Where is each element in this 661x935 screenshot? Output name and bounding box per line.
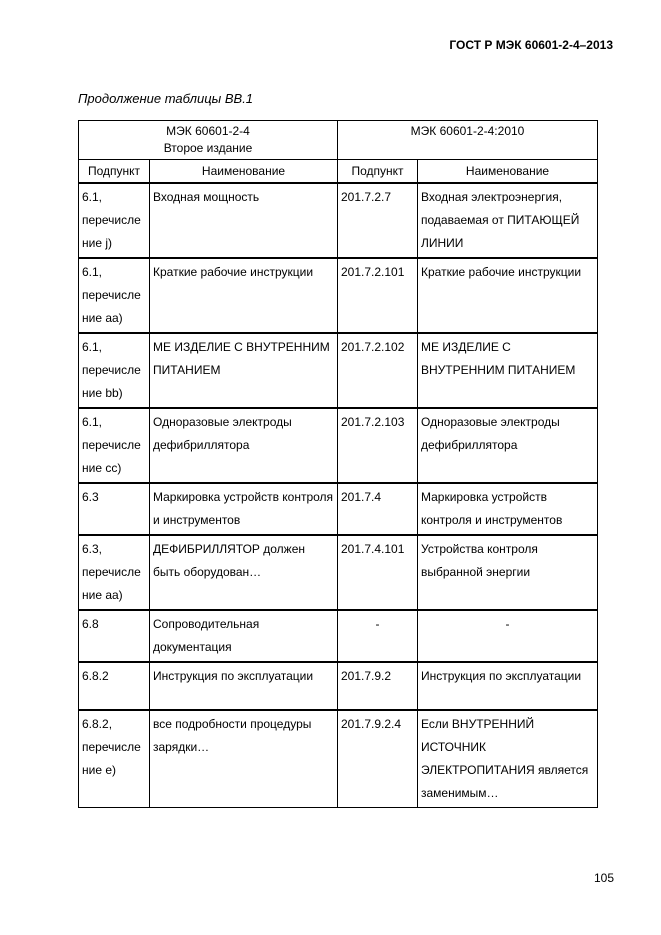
table-cell: 6.1, перечисле ние j) xyxy=(79,183,150,258)
table-cell: 201.7.9.2 xyxy=(338,662,418,710)
table-row xyxy=(79,333,598,408)
table-cell: 201.7.2.7 xyxy=(338,183,418,258)
table-row xyxy=(79,610,598,662)
table-cell: 201.7.9.2.4 xyxy=(338,710,418,808)
table-row xyxy=(79,258,598,333)
correspondence-table xyxy=(78,120,598,808)
table-cell: 6.1, перечисле ние aa) xyxy=(79,258,150,333)
table-cell: 6.8.2 xyxy=(79,662,150,710)
table-row xyxy=(79,662,598,710)
table-cell: Маркировка устройств контроля и инструментов xyxy=(418,483,598,535)
table-row xyxy=(79,535,598,610)
table-cell: Краткие рабочие инструкции xyxy=(418,258,598,333)
standard-header: ГОСТ Р МЭК 60601-2-4–2013 xyxy=(449,38,613,52)
table-row xyxy=(79,710,598,808)
table-cell: Устройства контроля выбранной энергии xyxy=(418,535,598,610)
table-cell: 201.7.4.101 xyxy=(338,535,418,610)
table-cell: Одноразовые электроды дефибриллятора xyxy=(418,408,598,483)
table-cell: 6.8.2, перечисле ние e) xyxy=(79,710,150,808)
table-cell: 201.7.2.101 xyxy=(338,258,418,333)
table-caption: Продолжение таблицы ВВ.1 xyxy=(78,91,254,106)
column-header: Наименование xyxy=(418,160,598,184)
table-cell: 201.7.4 xyxy=(338,483,418,535)
group-header-right: МЭК 60601-2-4:2010 xyxy=(338,121,598,160)
table-cell: 201.7.2.103 xyxy=(338,408,418,483)
table-cell: - xyxy=(418,610,598,662)
column-header: Подпункт xyxy=(79,160,150,184)
page-number: 105 xyxy=(593,871,614,885)
table-cell: МЕ ИЗДЕЛИЕ С ВНУТРЕННИМ ПИТАНИЕМ xyxy=(418,333,598,408)
table-cell: Одноразовые электроды дефибриллятора xyxy=(150,408,338,483)
table-cell: 201.7.2.102 xyxy=(338,333,418,408)
table-cell: 6.3, перечисле ние aa) xyxy=(79,535,150,610)
group-left-title: МЭК 60601-2-4 xyxy=(166,124,250,138)
table-cell: Входная мощность xyxy=(150,183,338,258)
table-cell: 6.1, перечисле ние bb) xyxy=(79,333,150,408)
table-cell: Маркировка устройств контроля и инструментов xyxy=(150,483,338,535)
table-row xyxy=(79,408,598,483)
table-cell: ДЕФИБРИЛЛЯТОР должен быть оборудован… xyxy=(150,535,338,610)
table-cell: Инструкция по эксплуатации xyxy=(150,662,338,710)
group-left-edition: Второе издание xyxy=(163,141,253,155)
table-row xyxy=(79,183,598,258)
column-header: Наименование xyxy=(150,160,338,184)
table-cell: 6.3 xyxy=(79,483,150,535)
group-header-left xyxy=(79,121,338,160)
table-cell: 6.1, перечисле ние cc) xyxy=(79,408,150,483)
table-cell: Краткие рабочие инструкции xyxy=(150,258,338,333)
table-cell: все подробности процедуры зарядки… xyxy=(150,710,338,808)
table-cell: - xyxy=(338,610,418,662)
table-cell: Сопроводительная документация xyxy=(150,610,338,662)
table-cell: Инструкция по эксплуатации xyxy=(418,662,598,710)
table-row xyxy=(79,483,598,535)
table-cell: Входная электроэнергия, подаваемая от ПИТАЮЩЕЙ ЛИНИИ xyxy=(418,183,598,258)
table-cell: Если ВНУТРЕННИЙ ИСТОЧНИК ЭЛЕКТРОПИТАНИЯ является заменимым… xyxy=(418,710,598,808)
table-cell: МЕ ИЗДЕЛИЕ С ВНУТРЕННИМ ПИТАНИЕМ xyxy=(150,333,338,408)
table-cell: 6.8 xyxy=(79,610,150,662)
column-header: Подпункт xyxy=(338,160,418,184)
